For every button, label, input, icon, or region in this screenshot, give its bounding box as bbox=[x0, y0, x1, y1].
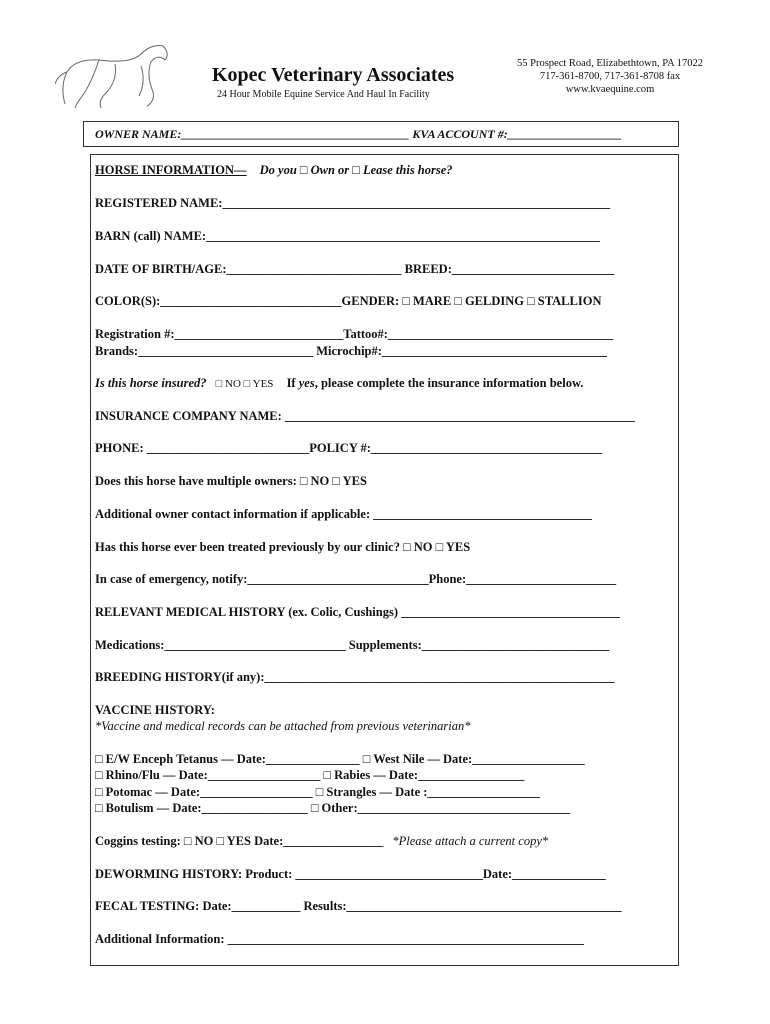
registered-name-field[interactable]: REGISTERED NAME:______________________________________________________________ bbox=[95, 196, 610, 210]
additional-info-field[interactable]: Additional Information: _________________________________________________________ bbox=[95, 932, 584, 946]
fecal-testing-field[interactable]: FECAL TESTING: Date:___________ Results:____________________________________________ bbox=[95, 899, 622, 913]
multiple-owners-field[interactable]: Does this horse have multiple owners: □ NO □ YES bbox=[95, 474, 367, 488]
company-address bbox=[490, 57, 730, 96]
breeding-history-field[interactable]: BREEDING HISTORY(if any):________________________________________________________ bbox=[95, 670, 615, 684]
color-gender-field[interactable]: COLOR(S):_____________________________GENDER: □ MARE □ GELDING □ STALLION bbox=[95, 294, 602, 308]
company-name: Kopec Veterinary Associates bbox=[212, 64, 455, 86]
insured-note-post: , please complete the insurance information below. bbox=[314, 376, 584, 390]
owner-account-line[interactable]: OWNER NAME:______________________________________ KVA ACCOUNT #:___________________ bbox=[95, 127, 622, 141]
website-line: www.kvaequine.com bbox=[565, 84, 655, 95]
phone-fax-line: 717-361-8700, 717-361-8708 fax bbox=[539, 71, 681, 82]
insured-note-yes: yes bbox=[298, 376, 315, 390]
insured-options[interactable]: □ NO □ YES bbox=[215, 378, 274, 390]
vaccine-row-4[interactable]: □ Botulism — Date:_________________ □ Other:__________________________________ bbox=[95, 801, 571, 815]
registration-tattoo-field[interactable]: Registration #:___________________________Tattoo#:____________________________________ bbox=[95, 327, 613, 341]
insurance-company-field[interactable]: INSURANCE COMPANY NAME: ________________________________________________________ bbox=[95, 409, 635, 423]
phone-policy-field[interactable]: PHONE: __________________________POLICY #:_____________________________________ bbox=[95, 441, 603, 455]
insured-question: Is this horse insured? bbox=[95, 376, 207, 390]
deworming-field[interactable]: DEWORMING HISTORY: Product: ______________________________Date:_______________ bbox=[95, 867, 606, 881]
brands-microchip-field[interactable]: Brands:____________________________ Microchip#:____________________________________ bbox=[95, 344, 607, 358]
coggins-field[interactable]: Coggins testing: □ NO □ YES Date:________________ bbox=[95, 834, 384, 848]
coggins-row bbox=[95, 834, 548, 849]
vaccine-row-2[interactable]: □ Rhino/Flu — Date:__________________ □ Rabies — Date:_________________ bbox=[95, 768, 525, 782]
company-tagline: 24 Hour Mobile Equine Service And Haul In Facility bbox=[217, 89, 430, 100]
insured-row bbox=[95, 376, 583, 391]
vaccine-history-title: VACCINE HISTORY: bbox=[95, 703, 215, 717]
medications-supplements-field[interactable]: Medications:_____________________________ Supplements:______________________________ bbox=[95, 638, 610, 652]
barn-name-field[interactable]: BARN (call) NAME:_______________________________________________________________ bbox=[95, 229, 600, 243]
horse-logo-icon bbox=[55, 42, 175, 110]
horse-info-title: HORSE INFORMATION— bbox=[95, 163, 247, 177]
medical-history-field[interactable]: RELEVANT MEDICAL HISTORY (ex. Colic, Cushings) ___________________________________ bbox=[95, 605, 620, 619]
treated-previously-field[interactable]: Has this horse ever been treated previously by our clinic? □ NO □ YES bbox=[95, 540, 471, 554]
dob-breed-field[interactable]: DATE OF BIRTH/AGE:____________________________ BREED:__________________________ bbox=[95, 262, 615, 276]
vaccine-note: *Vaccine and medical records can be attached from previous veterinarian* bbox=[95, 719, 471, 733]
own-lease-question[interactable]: Do you □ Own or □ Lease this horse? bbox=[259, 163, 453, 177]
additional-owner-field[interactable]: Additional owner contact information if applicable: ___________________________________ bbox=[95, 507, 592, 521]
vaccine-row-3[interactable]: □ Potomac — Date:__________________ □ Strangles — Date :__________________ bbox=[95, 785, 540, 799]
horse-info-row bbox=[95, 163, 453, 178]
address-line: 55 Prospect Road, Elizabethtown, PA 17022 bbox=[517, 58, 703, 69]
emergency-contact-field[interactable]: In case of emergency, notify:_____________________________Phone:________________________ bbox=[95, 572, 617, 586]
vaccine-row-1[interactable]: □ E/W Enceph Tetanus — Date:_______________ □ West Nile — Date:__________________ bbox=[95, 752, 585, 766]
coggins-note: *Please attach a current copy* bbox=[392, 834, 549, 848]
insured-note-pre: If bbox=[286, 376, 299, 390]
